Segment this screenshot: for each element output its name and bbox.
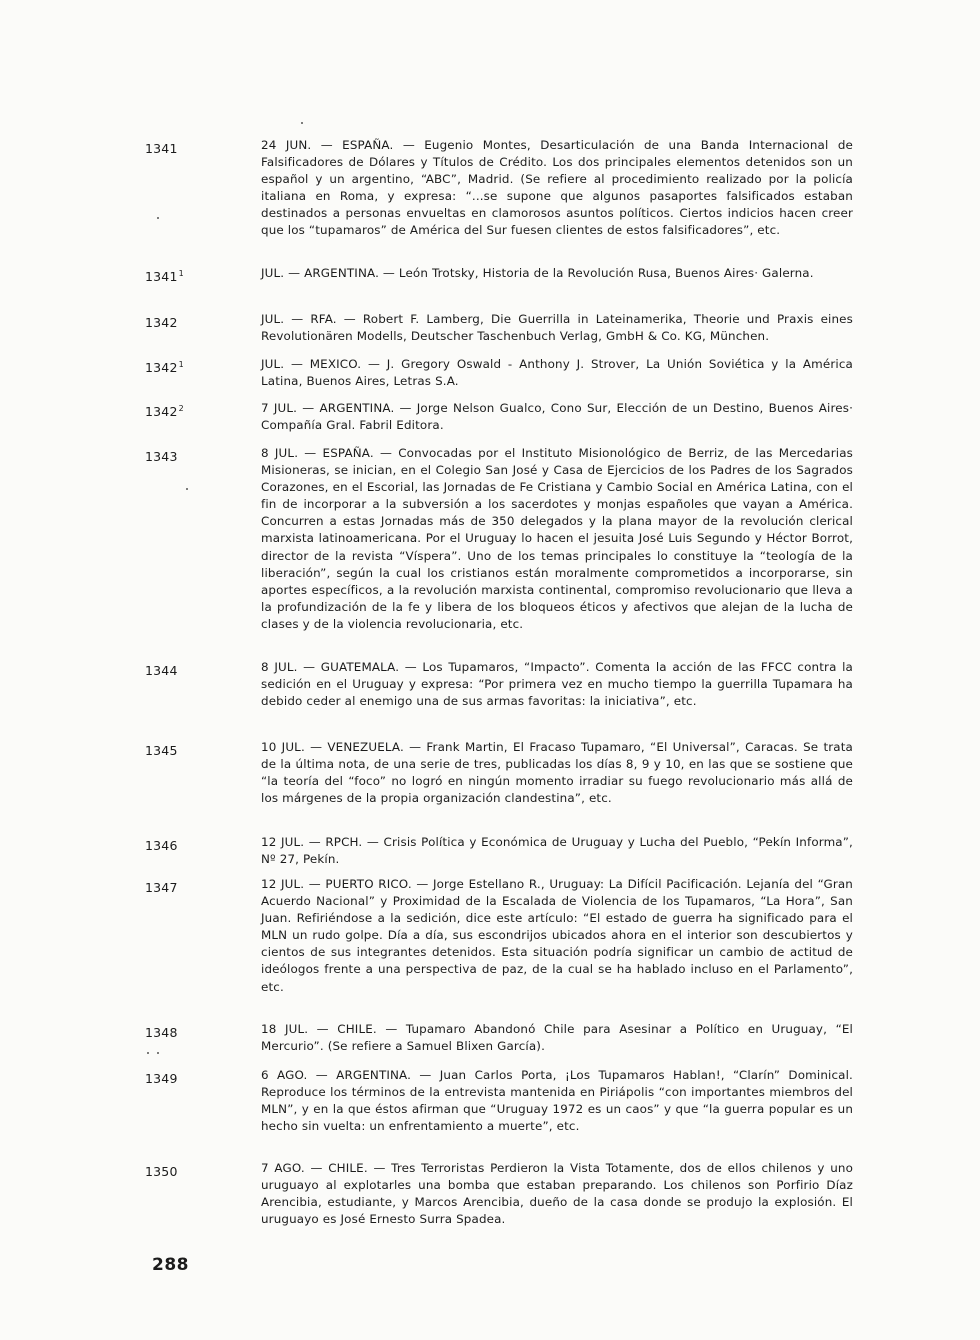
entry-number: 1346 (145, 838, 178, 853)
entry-text: 12 JUL. — PUERTO RICO. — Jorge Estellano R., Uruguay: La Difícil Pacificación. Lejanía del “Gran Acuerdo Nacional” y Proximidad de la Escalada de Violencia de los Tupamaros, “La Hora”, San Juan. Refiriéndose a la sedición, dice este artículo: “El estado de guerra ha significado para el MLN un rudo golpe. Día a día, sus escondrijos ubicados ahora en el interior son descubiertos y cientos de sus integrantes detenidos. Esta situación podría significar un cambio de actitud de ideólogos frente a una perspectiva de paz, de la cual se ha hablado incluso en el Parlamento”, etc. (261, 877, 853, 994)
entry-number: 1350 (145, 1164, 178, 1179)
entry-number: 1345 (145, 743, 178, 758)
scan-speck (147, 1052, 149, 1054)
entry-text: 24 JUN. — ESPAÑA. — Eugenio Montes, Desarticulación de una Banda Internacional de Falsificadores de Dólares y Títulos de Crédito. Los dos principales elementos detenidos son un español y un argentino, “ABC”, Madrid. (Se refiere al procedimiento realizado por la policía italiana en Roma, y expresa: “...se supone que algunos pasaportes falsificados estaban destinados a personas envueltas en clamorosos asuntos políticos. Ciertos indicios hacen creer que los “tupamaros” de América del Sur fuesen clientes de estos falsificadores”, etc. (261, 138, 853, 238)
entry-text: 8 JUL. — GUATEMALA. — Los Tupamaros, “Impacto”. Comenta la acción de las FFCC contra la sedición en el Uruguay y expresa: “Por primera vez en mucho tiempo la guerrilla Tupamara ha debido ceder al enemigo una de sus armas favoritas: la iniciativa”, etc. (261, 660, 853, 709)
entry-text: 8 JUL. — ESPAÑA. — Convocadas por el Instituto Misionológico de Berriz, de las Mercedarias Misioneras, se inician, en el Colegio San José y Casa de Ejercicios de los Padres de los Sagrados Corazones, en el Escorial, las Jornadas de Fe Cristiana y Cambio Social en América Latina, con el fin de incorporar a la subversión a los sacerdotes y monjas españoles que vayan a América. Concurren a estas Jornadas más de 350 delegados y la plana mayor de la revolución clerical marxista latinoamericana. Por el Uruguay lo hacen el jesuita José Luis Segundo y Héctor Borrot, director de la revista “Víspera”. Uno de los temas principales lo constituye la “teología de la liberación”, según la cual los cristianos están moralmente comprometidos a incorporarse, sin aportes específicos, a la revolución marxista continental, compromiso revolucionario que lleva a la profundización de la fe y libera de los bloqueos éticos y afectivos que alejan de la lucha de clases y de la violencia revolucionaria, etc. (261, 446, 853, 631)
entry-number: 1341$^1$ (145, 269, 184, 284)
entry-text: JUL. — RFA. — Robert F. Lamberg, Die Guerrilla in Lateinamerika, Theorie und Praxis eines Revolutionären Modells, Deutscher Taschenbuch Verlag, GmbH & Co. KG, München. (261, 312, 853, 344)
entry-text: JUL. — MEXICO. — J. Gregory Oswald - Anthony J. Strover, La Unión Soviética y la América Latina, Buenos Aires, Letras S.A. (261, 357, 853, 389)
entry-text: 18 JUL. — CHILE. — Tupamaro Abandonó Chile para Asesinar a Político en Uruguay, “El Mercurio”. (Se refiere a Samuel Blixen García). (261, 1022, 853, 1054)
entry-text: 10 JUL. — VENEZUELA. — Frank Martin, El Fracaso Tupamaro, “El Universal”, Caracas. Se trata de la última nota, de una serie de tres, publicadas los días 8, 9 y 10, en las que se sostiene que “la teoría del “foco” no logró en ningún momento irradiar su fuego revolucionario más allá de los márgenes de la propia organización clandestina”, etc. (261, 740, 853, 806)
entry-number: 1343 (145, 449, 178, 464)
entry-number: 1344 (145, 663, 178, 678)
scan-speck (157, 1052, 159, 1054)
entry-number: 1348 (145, 1025, 178, 1040)
entry-number: 1349 (145, 1071, 178, 1086)
entry-number: 1341 (145, 141, 178, 156)
entry-text: JUL. — ARGENTINA. — León Trotsky, Historia de la Revolución Rusa, Buenos Aires· Galerna. (261, 266, 814, 280)
entry-number: 1347 (145, 880, 178, 895)
entry-text: 7 JUL. — ARGENTINA. — Jorge Nelson Gualco, Cono Sur, Elección de un Destino, Buenos Aires· Compañía Gral. Fabril Editora. (261, 401, 853, 433)
entry-number: 1342$^1$ (145, 360, 184, 375)
entry-text: 6 AGO. — ARGENTINA. — Juan Carlos Porta, ¡Los Tupamaros Hablan!, “Clarín” Dominical. Reproduce los términos de la entrevista mantenida en Piriápolis “con importantes miembros del MLN”, y en la que éstos afirman que “Uruguay 1972 es un caos” y que “la guerra popular es un hecho sin vuelta: un enfrentamiento a muerte”, etc. (261, 1068, 853, 1134)
entry-text: 7 AGO. — CHILE. — Tres Terroristas Perdieron la Vista Totamente, dos de ellos chilenos y uno uruguayo al explotarles una bomba que estaban preparando. Los chilenos son Porfirio Díaz Arencibia, estudiante, y Marcos Arencibia, dueño de la casa donde se produjo la explosión. El uruguayo es José Ernesto Surra Spadea. (261, 1161, 853, 1227)
page-number: 288 (152, 1255, 189, 1275)
scan-speck (186, 488, 188, 490)
scan-speck (301, 122, 303, 124)
scan-speck (157, 217, 159, 219)
entry-number: 1342$^2$ (145, 404, 184, 419)
entry-number: 1342 (145, 315, 178, 330)
entry-text: 12 JUL. — RPCH. — Crisis Política y Económica de Uruguay y Lucha del Pueblo, “Pekín Informa”, Nº 27, Pekín. (261, 835, 853, 867)
